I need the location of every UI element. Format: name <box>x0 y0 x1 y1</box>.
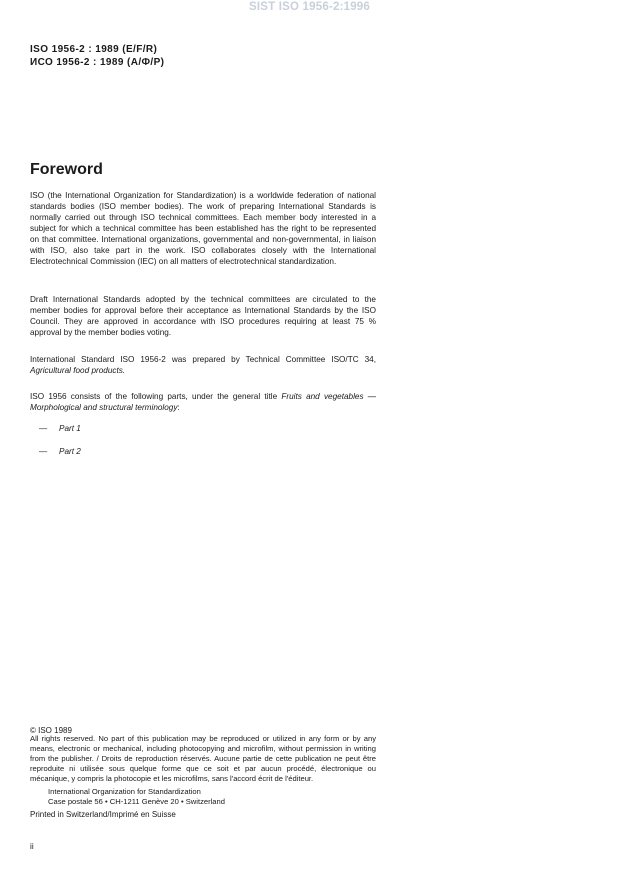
list-item <box>39 447 81 456</box>
paragraph-parts-intro <box>30 391 376 413</box>
paragraph-draft-standards: Draft International Standards adopted by the technical committees are circulated to the member bodies for approval before their acceptance as International Standards by the ISO Council. They are approved in accordance with ISO procedures requiring at least 75 % approval by the member bodies voting. <box>30 295 376 337</box>
paragraph-iso-intro: ISO (the International Organization for Standardization) is a worldwide federation of national standards bodies (ISO member bodies). The work of preparing International Standards is normally carried out through ISO technical committees. Each member body interested in a subject for which a technical committee has been established has the right to be represented on that committee. International organizations, governmental and non-governmental, in liaison with ISO, also take part in the work. ISO collaborates closely with the International Electrotechnical Commission (IEC) on all matters of electrotechnical standardization. <box>30 191 376 266</box>
organization-address: Case postale 56 • CH-1211 Genève 20 • Switzerland <box>48 797 225 806</box>
paragraph-prepared-by <box>30 354 376 376</box>
prepared-by-text: International Standard ISO 1956-2 was prepared by Technical Committee ISO/TC 34, <box>30 355 376 364</box>
standard-number-latin: ISO 1956-2 : 1989 (E/F/R) <box>30 44 158 55</box>
page-number: ii <box>30 842 34 851</box>
part-label: Part 1 <box>59 424 81 433</box>
page-title: Foreword <box>30 161 103 178</box>
copyright-notice: © ISO 1989 <box>30 726 72 735</box>
committee-title: Agricultural food products. <box>30 366 126 375</box>
list-item <box>39 424 81 433</box>
part-label: Part 2 <box>59 447 81 456</box>
printed-in: Printed in Switzerland/Imprimé en Suisse <box>30 810 176 819</box>
watermark: SIST ISO 1956-2:1996 <box>249 1 370 13</box>
general-title: Fruits and vegetables — Morphological and structural terminology <box>30 392 376 412</box>
standard-number-cyrillic: ИСО 1956-2 : 1989 (A/Ф/P) <box>30 57 165 68</box>
parts-intro-text: ISO 1956 consists of the following parts, under the general title <box>30 392 278 401</box>
rights-statement: All rights reserved. No part of this publication may be reproduced or utilized in any form or by any means, electronic or mechanical, including photocopying and microfilm, without permission in writing from the publisher. / Droits de reproduction réservés. Aucune partie de cette publication ne peut être reproduite ni utilisée sous quelque forme que ce soit et par aucun procédé, électronique ou mécanique, y compris la photocopie et les microfilms, sans l'accord écrit de l'éditeur. <box>30 734 376 783</box>
organization-name: International Organization for Standardization <box>48 787 201 796</box>
list-dash: — <box>39 424 48 433</box>
list-dash: — <box>39 447 48 456</box>
parts-intro-colon: : <box>177 403 180 412</box>
